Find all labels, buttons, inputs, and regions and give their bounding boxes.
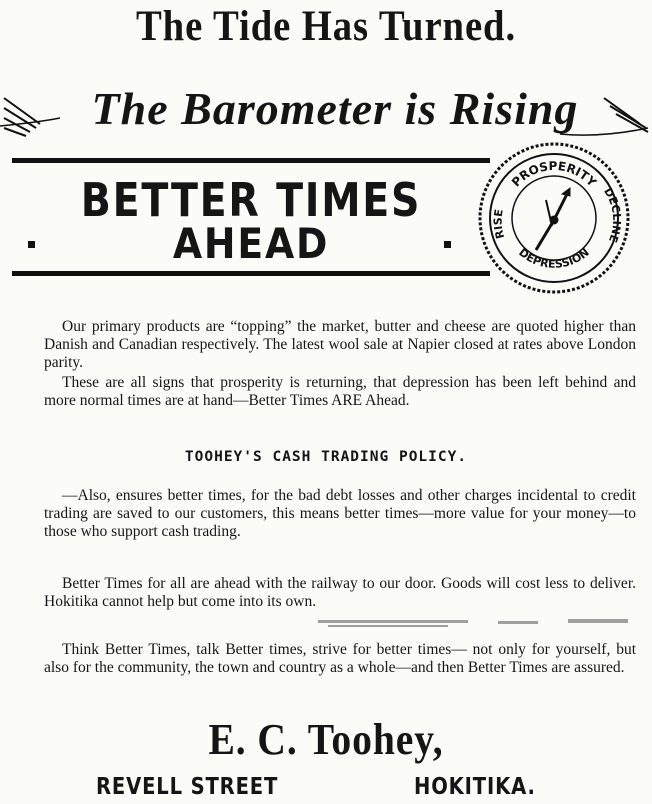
barometer-dial-seal [474,138,634,298]
paragraph-primary-products: Our primary products are “topping” the market, butter and cheese are quoted higher than Danish and Canadian respectively. The latest wool sale at Napier closed at rates above London parity. [44,318,636,371]
advertiser-street: REVELL STREET [96,774,279,800]
print-smudge [318,612,638,634]
banner-dot-left [28,241,35,248]
paragraph-prosperity: These are all signs that prosperity is returning, that depression has been left behind and more normal times are at hand—Better Times ARE Ahead. [44,374,636,409]
banner-line-2: AHEAD [172,219,330,268]
seal-left-label: RISE [491,208,508,241]
banner-dot-right [444,241,451,248]
advertiser-town: HOKITIKA. [414,774,536,800]
paragraph-railway: Better Times for all are ahead with the railway to our door. Goods will cost less to deliver. Hokitika cannot help but come into its own. [44,575,636,610]
seal-right-label: DECLINE [601,185,624,245]
barometer-heading: The Barometer is Rising [91,83,579,134]
better-times-banner [12,158,490,276]
paragraph-cash-trading: —Also, ensures better times, for the bad debt losses and other charges incidental to credit trading are saved to our customers, this means better times—more value for your money—to those who support cash trading. [44,487,636,540]
banner-line-1: BETTER TIMES [80,173,422,227]
advertiser-name: E. C. Toohey, [208,715,444,764]
policy-subheading: TOOHEY'S CASH TRADING POLICY. [184,449,468,465]
paragraph-think-better-times: Think Better Times, talk Better times, strive for better times— not only for yourself, but also for the community, the town and country as a whole—and then Better Times are assured. [44,641,636,676]
seal-bottom-label: DEPRESSION [516,245,592,271]
seal-top-label: PROSPERITY [508,158,600,190]
headline: The Tide Has Turned. [135,3,517,50]
